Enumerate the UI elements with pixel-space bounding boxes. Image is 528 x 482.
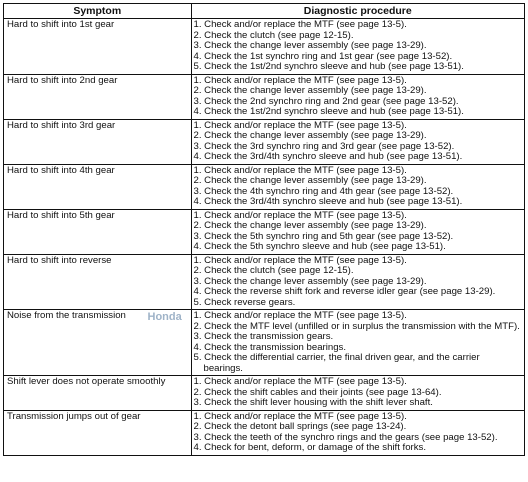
procedure-step: 2. Check the detont ball springs (see page 13-24). [193, 421, 407, 432]
symptom-cell: Hard to shift into 1st gear [4, 19, 191, 75]
symptom-cell: Hard to shift into 5th gear [4, 209, 191, 254]
procedure-cell [191, 254, 524, 310]
symptom-cell: Hard to shift into reverse [4, 254, 191, 310]
procedure-header: Diagnostic procedure [191, 4, 524, 19]
symptom-cell: Hard to shift into 2nd gear [4, 74, 191, 119]
procedure-step: 1. Check and/or replace the MTF (see page 13-5). [193, 376, 407, 387]
table-row [4, 254, 524, 310]
symptom-header: Symptom [4, 4, 191, 19]
procedure-step: 4. Check the transmission bearings. [193, 341, 347, 353]
procedure-step: 4. Check the 1st synchro ring and 1st gear (see page 13-52). [193, 50, 453, 62]
procedure-step: 4. Check the 5th synchro sleeve and hub (see page 13-51). [193, 241, 446, 252]
procedure-step: 3. Check the transmission gears. [193, 331, 334, 342]
procedure-step: 1. Check and/or replace the MTF (see page 13-5). [193, 310, 407, 321]
symptom-cell: Transmission jumps out of gear [4, 410, 191, 455]
procedure-step: 2. Check the change lever assembly (see page 13-29). [193, 130, 427, 141]
procedure-step: 2. Check the change lever assembly (see page 13-29). [193, 220, 427, 231]
procedure-step: 3. Check the shift lever housing with the shift lever shaft. [193, 397, 433, 408]
procedure-step: 5. Check the differential carrier, the final driven gear, and the carrier bearings. [193, 352, 480, 374]
symptom-cell: Shift lever does not operate smoothly [4, 376, 191, 411]
procedure-step: 3. Check the change lever assembly (see page 13-29). [193, 40, 427, 51]
procedure-cell [191, 410, 524, 455]
procedure-step: 4. Check the reverse shift fork and reverse idler gear (see page 13-29). [193, 286, 496, 297]
table-row [4, 310, 524, 376]
procedure-step: 1. Check and/or replace the MTF (see page 13-5). [193, 254, 407, 266]
procedure-step: 3. Check the teeth of the synchro rings and the gears (see page 13-52). [193, 431, 498, 443]
watermark-text: Honda [147, 311, 182, 323]
symptom-cell: Hard to shift into 3rd gear [4, 119, 191, 164]
table-row [4, 164, 524, 209]
table-row [4, 410, 524, 455]
table-row [4, 119, 524, 164]
header-row [4, 4, 524, 19]
symptom-cell: Hard to shift into 4th gear [4, 164, 191, 209]
procedure-cell [191, 19, 524, 75]
procedure-step: 2. Check the change lever assembly (see page 13-29). [193, 175, 427, 186]
table-row [4, 74, 524, 119]
procedure-step: 4. Check the 3rd/4th synchro sleeve and hub (see page 13-51). [193, 196, 463, 207]
procedure-cell [191, 74, 524, 119]
procedure-step: 1. Check and/or replace the MTF (see page 13-5). [193, 164, 407, 176]
procedure-cell [191, 119, 524, 164]
diagnostic-table [3, 3, 525, 456]
table-row [4, 209, 524, 254]
procedure-step: 3. Check the 4th synchro ring and 4th gear (see page 13-52). [193, 185, 454, 197]
symptom-cell: Noise from the transmission [4, 310, 191, 376]
procedure-step: 2. Check the shift cables and their joints (see page 13-64). [193, 386, 442, 398]
procedure-step: 3. Check the 5th synchro ring and 5th gear (see page 13-52). [193, 230, 454, 242]
procedure-cell [191, 209, 524, 254]
procedure-cell [147, 310, 524, 376]
procedure-step: 4. Check the 3rd/4th synchro sleeve and hub (see page 13-51). [193, 151, 463, 162]
procedure-cell [191, 376, 524, 411]
procedure-step: 3. Check the change lever assembly (see page 13-29). [193, 275, 427, 287]
procedure-step: 1. Check and/or replace the MTF (see page 13-5). [193, 19, 407, 30]
procedure-cell [191, 164, 524, 209]
procedure-step: 2. Check the clutch (see page 12-15). [193, 265, 354, 276]
procedure-step: 1. Check and/or replace the MTF (see page 13-5). [193, 209, 407, 221]
procedure-step: 4. Check for bent, deform, or damage of the shift forks. [193, 442, 426, 453]
procedure-step: 2. Check the MTF level (unfilled or in surplus the transmission with the MTF). [193, 320, 520, 332]
procedure-step: 1. Check and/or replace the MTF (see page 13-5). [193, 74, 407, 86]
procedure-step: 1. Check and/or replace the MTF (see page 13-5). [193, 410, 407, 422]
procedure-step: 5. Check reverse gears. [193, 296, 296, 308]
procedure-step: 1. Check and/or replace the MTF (see page 13-5). [193, 119, 407, 131]
table-row [4, 19, 524, 75]
procedure-step: 2. Check the clutch (see page 12-15). [193, 29, 354, 41]
procedure-step: 3. Check the 3rd synchro ring and 3rd gear (see page 13-52). [193, 140, 455, 152]
procedure-step: 2. Check the change lever assembly (see page 13-29). [193, 85, 427, 96]
procedure-step: 4. Check the 1st/2nd synchro sleeve and hub (see page 13-51). [193, 106, 464, 117]
procedure-step: 3. Check the 2nd synchro ring and 2nd gear (see page 13-52). [193, 95, 459, 107]
table-row [4, 376, 524, 411]
procedure-step: 5. Check the 1st/2nd synchro sleeve and hub (see page 13-51). [193, 61, 464, 72]
